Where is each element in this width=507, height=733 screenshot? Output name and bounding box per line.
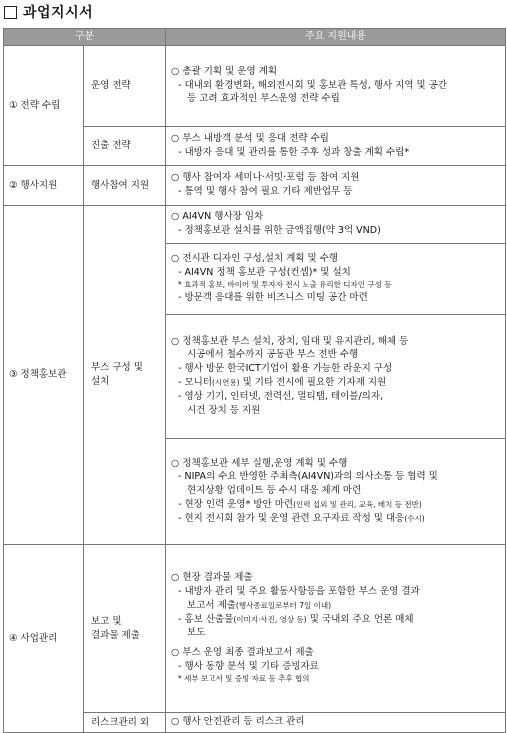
sub-cell: 부스 구성 및 설치 [84,206,166,545]
content-cell: ○ 부스 내방객 분석 및 응대 전략 수립 - 내방자 응대 및 관리를 통한 주후 성과 창출 계획 수립* [166,127,506,166]
table-row [4,545,506,713]
title-text: 과업지시서 [23,5,94,21]
content-cell: ○ 전시관 디자인 구성,설치 계획 및 수행 - AI4VN 정책 홍보관 구성(컨셉)* 및 설치 * 효과적 홍보, 바이어 및 투자자 전시 노출 유리한 디자인 구성 등 - 방문객 응대를 위한 비즈니스 미팅 공간 마련 [166,244,506,315]
task-table [3,28,506,733]
content-cell: ○ 정책홍보관 세부 실행,운영 계획 및 수행 - NIPA의 수요 반영한 주최측(AI4VN)과의 의사소통 등 협력 및 현지상황 업데이트 등 수시 대응 체계 마련 - 현장 인력 운영* 방안 마련(인력 섭외 및 관리, 교육, 배치 등 전반) - 현지 전시회 참가 및 운영 관련 요구자료 작성 및 대응(수시) [166,439,506,545]
sub-cell: 리스크관리 외 [84,713,166,733]
area-cell: ③ 정책홍보관 [4,206,84,545]
table-row [4,166,506,206]
area-cell: ② 행사지원 [4,166,84,206]
sub-cell: 행사참여 지원 [84,166,166,206]
checkbox-square-icon [4,6,17,19]
sub-cell: 보고 및 결과물 제출 [84,545,166,713]
content-cell: ○ 행사 안전관리 등 리스크 관리 [166,713,506,733]
table-row [4,206,506,244]
content-cell: ○ 현장 결과물 제출 - 내방자 관리 및 주요 활동사항등을 포함한 부스 운영 결과 보고서 제출(행사종료일로부터 7일 이내) - 홍보 산출물(이미지·사진, 영상 등) 및 국내외 주요 언론 매체 보도 ○ 부스 운영 최종 결과보고서 제출 - 행사 동향 분석 및 기타 증빙자료 * 세부 보고서 및 증빙 자료 등 추후 협의 [166,545,506,713]
area-cell: ④ 사업관리 [4,545,84,733]
content-cell: ○ 총괄 기획 및 운영 계획 - 대내외 환경변화, 해외전시회 및 홍보관 특성, 행사 지역 및 공간 등 고려 효과적인 부스운영 전략 수립 [166,46,506,127]
sub-cell: 운영 전략 [84,46,166,127]
area-cell: ① 전략 수립 [4,46,84,166]
table-row [4,46,506,127]
content-cell: ○ 정책홍보관 부스 설치, 장치, 임대 및 유지관리, 해체 등 시공에서 철수까지 공동관 부스 전반 수행 - 행사 방문 한국ICT기업이 활용 가능한 라운지 구성 - 모니터(시연용) 및 기타 전시에 필요한 기자재 지원 - 영상 기기, 인터넷, 전력선, 멀티탭, 테이블/의자, 시건 장치 등 지원 [166,315,506,439]
header-support: 주요 지원내용 [166,29,506,46]
content-cell: ○ AI4VN 행사장 임차 - 정책홍보관 설치를 위한 금액집행(약 3억 VND) [166,206,506,244]
header-category: 구분 [4,29,166,46]
sub-cell: 진출 전략 [84,127,166,166]
content-cell: ○ 행사 참여자 세미나·서밋·포럼 등 참여 지원 - 통역 및 행사 참여 필요 기타 제반업무 등 [166,166,506,206]
document-title [4,1,93,23]
table-header-row [4,29,506,46]
